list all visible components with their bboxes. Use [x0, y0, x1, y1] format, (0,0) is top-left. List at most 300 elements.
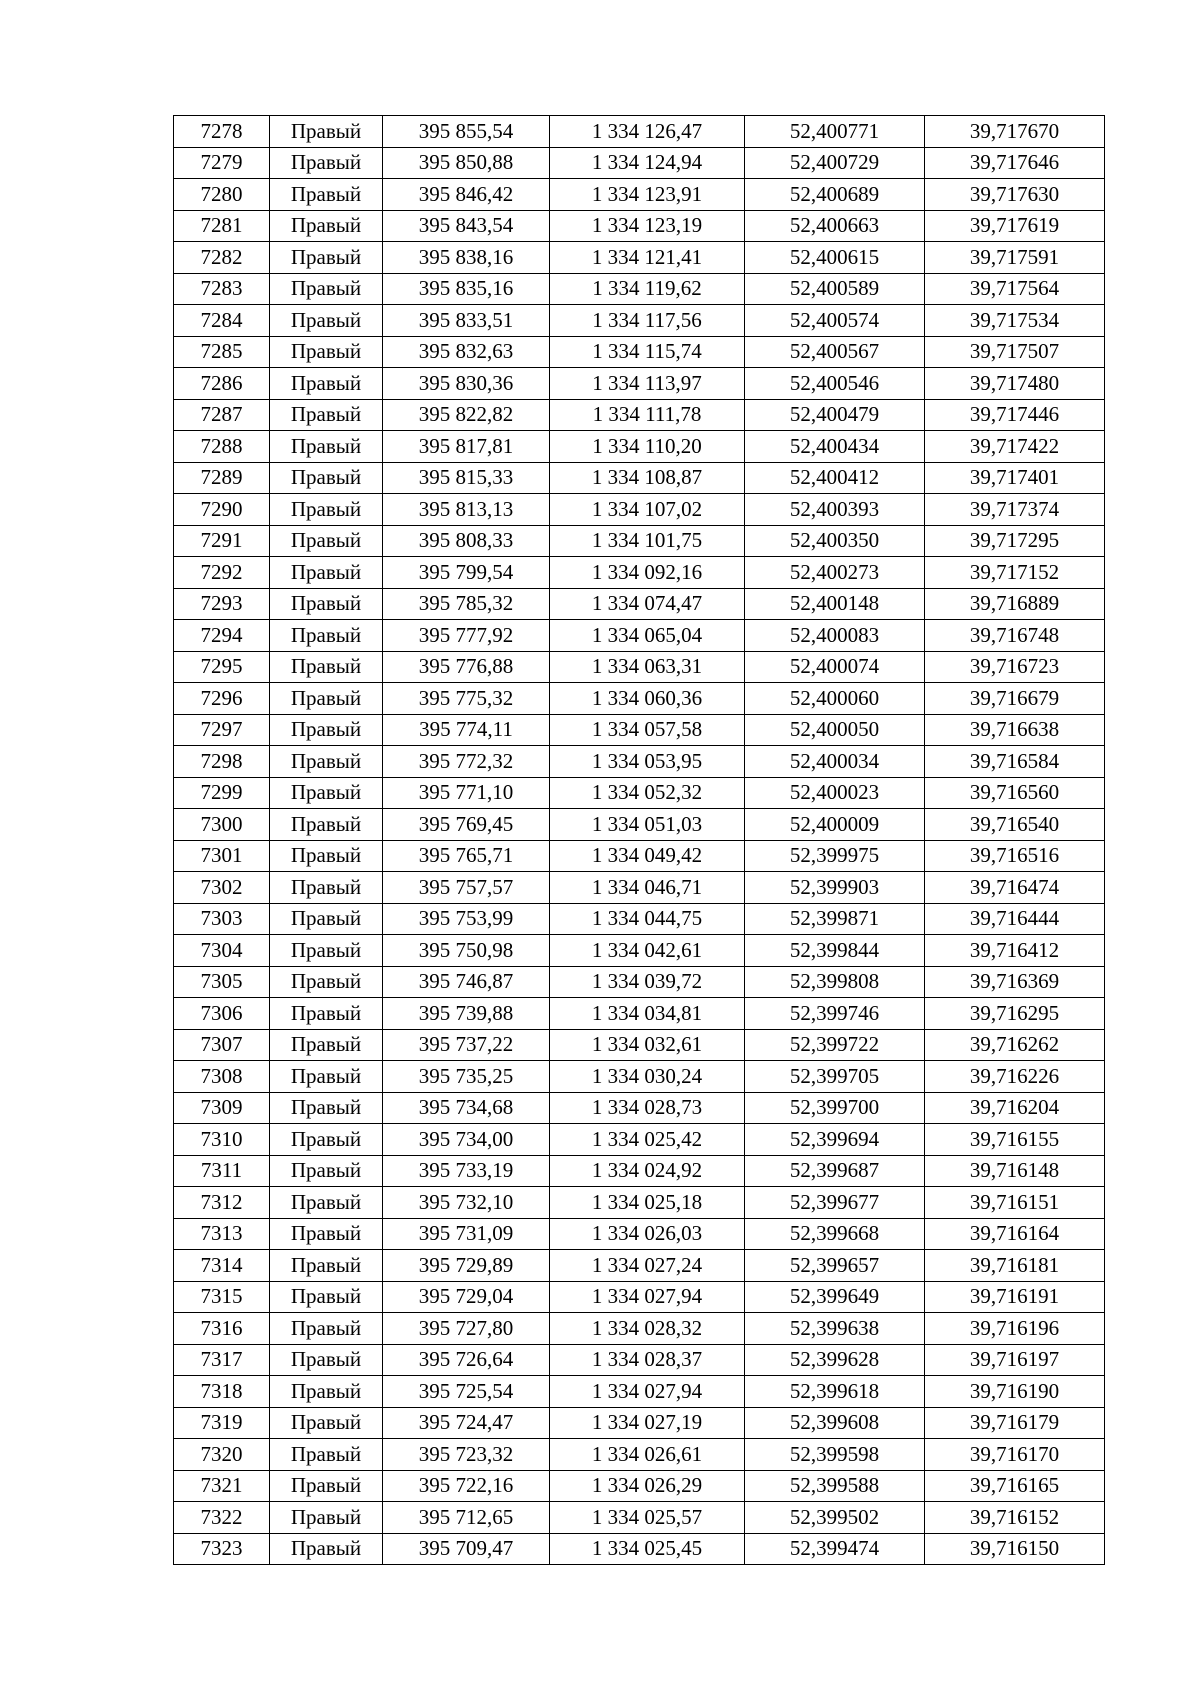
x-coordinate-cell: 395 731,09: [383, 1218, 550, 1250]
latitude-cell: 52,400350: [745, 525, 925, 557]
point-number-cell: 7305: [174, 966, 270, 998]
point-number-cell: 7299: [174, 777, 270, 809]
y-coordinate-cell: 1 334 025,57: [550, 1502, 745, 1534]
y-coordinate-cell: 1 334 027,94: [550, 1281, 745, 1313]
y-coordinate-cell: 1 334 052,32: [550, 777, 745, 809]
x-coordinate-cell: 395 734,68: [383, 1092, 550, 1124]
point-number-cell: 7287: [174, 399, 270, 431]
longitude-cell: 39,716226: [925, 1061, 1105, 1093]
longitude-cell: 39,716560: [925, 777, 1105, 809]
y-coordinate-cell: 1 334 049,42: [550, 840, 745, 872]
side-cell: Правый: [270, 305, 383, 337]
latitude-cell: 52,400689: [745, 179, 925, 211]
side-cell: Правый: [270, 714, 383, 746]
x-coordinate-cell: 395 769,45: [383, 809, 550, 841]
y-coordinate-cell: 1 334 026,61: [550, 1439, 745, 1471]
x-coordinate-cell: 395 750,98: [383, 935, 550, 967]
longitude-cell: 39,716164: [925, 1218, 1105, 1250]
latitude-cell: 52,399588: [745, 1470, 925, 1502]
point-number-cell: 7283: [174, 273, 270, 305]
longitude-cell: 39,716165: [925, 1470, 1105, 1502]
latitude-cell: 52,399649: [745, 1281, 925, 1313]
longitude-cell: 39,716190: [925, 1376, 1105, 1408]
longitude-cell: 39,717564: [925, 273, 1105, 305]
table-row: [174, 620, 1105, 652]
table-row: [174, 1313, 1105, 1345]
side-cell: Правый: [270, 557, 383, 589]
point-number-cell: 7320: [174, 1439, 270, 1471]
table-row: [174, 1470, 1105, 1502]
table-row: [174, 147, 1105, 179]
latitude-cell: 52,399746: [745, 998, 925, 1030]
longitude-cell: 39,716295: [925, 998, 1105, 1030]
point-number-cell: 7284: [174, 305, 270, 337]
point-number-cell: 7309: [174, 1092, 270, 1124]
latitude-cell: 52,400083: [745, 620, 925, 652]
point-number-cell: 7321: [174, 1470, 270, 1502]
table-row: [174, 1344, 1105, 1376]
latitude-cell: 52,399844: [745, 935, 925, 967]
point-number-cell: 7290: [174, 494, 270, 526]
longitude-cell: 39,717646: [925, 147, 1105, 179]
x-coordinate-cell: 395 777,92: [383, 620, 550, 652]
x-coordinate-cell: 395 753,99: [383, 903, 550, 935]
table-row: [174, 431, 1105, 463]
y-coordinate-cell: 1 334 123,91: [550, 179, 745, 211]
table-row: [174, 1502, 1105, 1534]
table-row: [174, 903, 1105, 935]
longitude-cell: 39,716638: [925, 714, 1105, 746]
point-number-cell: 7288: [174, 431, 270, 463]
longitude-cell: 39,716170: [925, 1439, 1105, 1471]
table-row: [174, 1281, 1105, 1313]
side-cell: Правый: [270, 273, 383, 305]
table-row: [174, 1218, 1105, 1250]
longitude-cell: 39,716148: [925, 1155, 1105, 1187]
point-number-cell: 7308: [174, 1061, 270, 1093]
longitude-cell: 39,716196: [925, 1313, 1105, 1345]
y-coordinate-cell: 1 334 108,87: [550, 462, 745, 494]
table-row: [174, 179, 1105, 211]
x-coordinate-cell: 395 726,64: [383, 1344, 550, 1376]
longitude-cell: 39,716179: [925, 1407, 1105, 1439]
x-coordinate-cell: 395 757,57: [383, 872, 550, 904]
point-number-cell: 7278: [174, 116, 270, 148]
x-coordinate-cell: 395 737,22: [383, 1029, 550, 1061]
side-cell: Правый: [270, 840, 383, 872]
latitude-cell: 52,400663: [745, 210, 925, 242]
y-coordinate-cell: 1 334 028,73: [550, 1092, 745, 1124]
latitude-cell: 52,399657: [745, 1250, 925, 1282]
longitude-cell: 39,716191: [925, 1281, 1105, 1313]
y-coordinate-cell: 1 334 032,61: [550, 1029, 745, 1061]
longitude-cell: 39,716516: [925, 840, 1105, 872]
side-cell: Правый: [270, 494, 383, 526]
table-row: [174, 840, 1105, 872]
table-row: [174, 872, 1105, 904]
table-row: [174, 777, 1105, 809]
y-coordinate-cell: 1 334 111,78: [550, 399, 745, 431]
x-coordinate-cell: 395 722,16: [383, 1470, 550, 1502]
latitude-cell: 52,400574: [745, 305, 925, 337]
side-cell: Правый: [270, 431, 383, 463]
table-row: [174, 809, 1105, 841]
point-number-cell: 7291: [174, 525, 270, 557]
side-cell: Правый: [270, 525, 383, 557]
y-coordinate-cell: 1 334 034,81: [550, 998, 745, 1030]
x-coordinate-cell: 395 725,54: [383, 1376, 550, 1408]
point-number-cell: 7282: [174, 242, 270, 274]
x-coordinate-cell: 395 729,89: [383, 1250, 550, 1282]
table-row: [174, 305, 1105, 337]
x-coordinate-cell: 395 765,71: [383, 840, 550, 872]
y-coordinate-cell: 1 334 121,41: [550, 242, 745, 274]
longitude-cell: 39,716262: [925, 1029, 1105, 1061]
latitude-cell: 52,400393: [745, 494, 925, 526]
x-coordinate-cell: 395 822,82: [383, 399, 550, 431]
latitude-cell: 52,399700: [745, 1092, 925, 1124]
x-coordinate-cell: 395 746,87: [383, 966, 550, 998]
y-coordinate-cell: 1 334 024,92: [550, 1155, 745, 1187]
latitude-cell: 52,399474: [745, 1533, 925, 1565]
latitude-cell: 52,399705: [745, 1061, 925, 1093]
longitude-cell: 39,716444: [925, 903, 1105, 935]
latitude-cell: 52,400023: [745, 777, 925, 809]
latitude-cell: 52,399502: [745, 1502, 925, 1534]
side-cell: Правый: [270, 966, 383, 998]
side-cell: Правый: [270, 336, 383, 368]
latitude-cell: 52,399722: [745, 1029, 925, 1061]
longitude-cell: 39,716181: [925, 1250, 1105, 1282]
table-row: [174, 1376, 1105, 1408]
point-number-cell: 7319: [174, 1407, 270, 1439]
side-cell: Правый: [270, 1281, 383, 1313]
point-number-cell: 7301: [174, 840, 270, 872]
x-coordinate-cell: 395 771,10: [383, 777, 550, 809]
side-cell: Правый: [270, 1502, 383, 1534]
point-number-cell: 7318: [174, 1376, 270, 1408]
y-coordinate-cell: 1 334 025,42: [550, 1124, 745, 1156]
longitude-cell: 39,717446: [925, 399, 1105, 431]
longitude-cell: 39,716204: [925, 1092, 1105, 1124]
side-cell: Правый: [270, 179, 383, 211]
side-cell: Правый: [270, 620, 383, 652]
point-number-cell: 7296: [174, 683, 270, 715]
y-coordinate-cell: 1 334 039,72: [550, 966, 745, 998]
longitude-cell: 39,716197: [925, 1344, 1105, 1376]
latitude-cell: 52,399903: [745, 872, 925, 904]
longitude-cell: 39,716152: [925, 1502, 1105, 1534]
side-cell: Правый: [270, 1218, 383, 1250]
latitude-cell: 52,399618: [745, 1376, 925, 1408]
latitude-cell: 52,399677: [745, 1187, 925, 1219]
side-cell: Правый: [270, 116, 383, 148]
table-row: [174, 399, 1105, 431]
side-cell: Правый: [270, 210, 383, 242]
point-number-cell: 7289: [174, 462, 270, 494]
point-number-cell: 7322: [174, 1502, 270, 1534]
y-coordinate-cell: 1 334 028,37: [550, 1344, 745, 1376]
table-row: [174, 116, 1105, 148]
y-coordinate-cell: 1 334 053,95: [550, 746, 745, 778]
side-cell: Правый: [270, 1344, 383, 1376]
x-coordinate-cell: 395 832,63: [383, 336, 550, 368]
latitude-cell: 52,400589: [745, 273, 925, 305]
table-row: [174, 462, 1105, 494]
side-cell: Правый: [270, 1407, 383, 1439]
x-coordinate-cell: 395 815,33: [383, 462, 550, 494]
longitude-cell: 39,716155: [925, 1124, 1105, 1156]
x-coordinate-cell: 395 727,80: [383, 1313, 550, 1345]
y-coordinate-cell: 1 334 027,94: [550, 1376, 745, 1408]
table-row: [174, 1155, 1105, 1187]
side-cell: Правый: [270, 1029, 383, 1061]
table-row: [174, 935, 1105, 967]
longitude-cell: 39,716679: [925, 683, 1105, 715]
longitude-cell: 39,716748: [925, 620, 1105, 652]
table-row: [174, 714, 1105, 746]
latitude-cell: 52,400273: [745, 557, 925, 589]
latitude-cell: 52,400729: [745, 147, 925, 179]
point-number-cell: 7307: [174, 1029, 270, 1061]
x-coordinate-cell: 395 735,25: [383, 1061, 550, 1093]
point-number-cell: 7279: [174, 147, 270, 179]
table-row: [174, 1533, 1105, 1565]
latitude-cell: 52,400009: [745, 809, 925, 841]
side-cell: Правый: [270, 368, 383, 400]
longitude-cell: 39,717619: [925, 210, 1105, 242]
longitude-cell: 39,716150: [925, 1533, 1105, 1565]
longitude-cell: 39,717534: [925, 305, 1105, 337]
table-body: [174, 116, 1105, 1565]
x-coordinate-cell: 395 846,42: [383, 179, 550, 211]
y-coordinate-cell: 1 334 057,58: [550, 714, 745, 746]
latitude-cell: 52,400412: [745, 462, 925, 494]
latitude-cell: 52,399694: [745, 1124, 925, 1156]
table-row: [174, 1061, 1105, 1093]
table-row: [174, 273, 1105, 305]
point-number-cell: 7292: [174, 557, 270, 589]
longitude-cell: 39,717374: [925, 494, 1105, 526]
table-row: [174, 651, 1105, 683]
x-coordinate-cell: 395 732,10: [383, 1187, 550, 1219]
longitude-cell: 39,716369: [925, 966, 1105, 998]
side-cell: Правый: [270, 1313, 383, 1345]
table-row: [174, 525, 1105, 557]
x-coordinate-cell: 395 739,88: [383, 998, 550, 1030]
table-row: [174, 746, 1105, 778]
side-cell: Правый: [270, 903, 383, 935]
latitude-cell: 52,400148: [745, 588, 925, 620]
point-number-cell: 7285: [174, 336, 270, 368]
x-coordinate-cell: 395 833,51: [383, 305, 550, 337]
longitude-cell: 39,717295: [925, 525, 1105, 557]
x-coordinate-cell: 395 813,13: [383, 494, 550, 526]
table-row: [174, 242, 1105, 274]
table-row: [174, 1407, 1105, 1439]
y-coordinate-cell: 1 334 113,97: [550, 368, 745, 400]
table-row: [174, 336, 1105, 368]
y-coordinate-cell: 1 334 046,71: [550, 872, 745, 904]
y-coordinate-cell: 1 334 026,03: [550, 1218, 745, 1250]
table-row: [174, 588, 1105, 620]
side-cell: Правый: [270, 1439, 383, 1471]
side-cell: Правый: [270, 998, 383, 1030]
y-coordinate-cell: 1 334 126,47: [550, 116, 745, 148]
side-cell: Правый: [270, 777, 383, 809]
table-row: [174, 210, 1105, 242]
y-coordinate-cell: 1 334 027,24: [550, 1250, 745, 1282]
longitude-cell: 39,716584: [925, 746, 1105, 778]
side-cell: Правый: [270, 462, 383, 494]
point-number-cell: 7298: [174, 746, 270, 778]
latitude-cell: 52,399608: [745, 1407, 925, 1439]
latitude-cell: 52,400074: [745, 651, 925, 683]
side-cell: Правый: [270, 242, 383, 274]
x-coordinate-cell: 395 709,47: [383, 1533, 550, 1565]
y-coordinate-cell: 1 334 042,61: [550, 935, 745, 967]
y-coordinate-cell: 1 334 026,29: [550, 1470, 745, 1502]
latitude-cell: 52,399638: [745, 1313, 925, 1345]
point-number-cell: 7303: [174, 903, 270, 935]
x-coordinate-cell: 395 830,36: [383, 368, 550, 400]
latitude-cell: 52,400546: [745, 368, 925, 400]
side-cell: Правый: [270, 1155, 383, 1187]
side-cell: Правый: [270, 399, 383, 431]
side-cell: Правый: [270, 746, 383, 778]
y-coordinate-cell: 1 334 025,18: [550, 1187, 745, 1219]
x-coordinate-cell: 395 850,88: [383, 147, 550, 179]
point-number-cell: 7280: [174, 179, 270, 211]
y-coordinate-cell: 1 334 074,47: [550, 588, 745, 620]
y-coordinate-cell: 1 334 025,45: [550, 1533, 745, 1565]
x-coordinate-cell: 395 835,16: [383, 273, 550, 305]
latitude-cell: 52,400050: [745, 714, 925, 746]
latitude-cell: 52,399687: [745, 1155, 925, 1187]
table-row: [174, 368, 1105, 400]
longitude-cell: 39,716540: [925, 809, 1105, 841]
side-cell: Правый: [270, 1061, 383, 1093]
table-row: [174, 1250, 1105, 1282]
x-coordinate-cell: 395 729,04: [383, 1281, 550, 1313]
longitude-cell: 39,716889: [925, 588, 1105, 620]
table-row: [174, 1092, 1105, 1124]
point-number-cell: 7300: [174, 809, 270, 841]
table-row: [174, 1439, 1105, 1471]
latitude-cell: 52,400615: [745, 242, 925, 274]
x-coordinate-cell: 395 772,32: [383, 746, 550, 778]
point-number-cell: 7304: [174, 935, 270, 967]
longitude-cell: 39,717401: [925, 462, 1105, 494]
longitude-cell: 39,716723: [925, 651, 1105, 683]
point-number-cell: 7315: [174, 1281, 270, 1313]
longitude-cell: 39,717152: [925, 557, 1105, 589]
point-number-cell: 7295: [174, 651, 270, 683]
x-coordinate-cell: 395 808,33: [383, 525, 550, 557]
point-number-cell: 7281: [174, 210, 270, 242]
y-coordinate-cell: 1 334 060,36: [550, 683, 745, 715]
y-coordinate-cell: 1 334 110,20: [550, 431, 745, 463]
side-cell: Правый: [270, 1092, 383, 1124]
y-coordinate-cell: 1 334 063,31: [550, 651, 745, 683]
y-coordinate-cell: 1 334 107,02: [550, 494, 745, 526]
y-coordinate-cell: 1 334 092,16: [550, 557, 745, 589]
y-coordinate-cell: 1 334 051,03: [550, 809, 745, 841]
point-number-cell: 7310: [174, 1124, 270, 1156]
latitude-cell: 52,399598: [745, 1439, 925, 1471]
longitude-cell: 39,717591: [925, 242, 1105, 274]
side-cell: Правый: [270, 147, 383, 179]
side-cell: Правый: [270, 872, 383, 904]
table-row: [174, 966, 1105, 998]
side-cell: Правый: [270, 683, 383, 715]
latitude-cell: 52,399668: [745, 1218, 925, 1250]
point-number-cell: 7312: [174, 1187, 270, 1219]
x-coordinate-cell: 395 776,88: [383, 651, 550, 683]
table-row: [174, 557, 1105, 589]
latitude-cell: 52,400771: [745, 116, 925, 148]
x-coordinate-cell: 395 712,65: [383, 1502, 550, 1534]
x-coordinate-cell: 395 785,32: [383, 588, 550, 620]
x-coordinate-cell: 395 855,54: [383, 116, 550, 148]
point-number-cell: 7314: [174, 1250, 270, 1282]
x-coordinate-cell: 395 775,32: [383, 683, 550, 715]
longitude-cell: 39,717507: [925, 336, 1105, 368]
side-cell: Правый: [270, 1250, 383, 1282]
point-number-cell: 7302: [174, 872, 270, 904]
x-coordinate-cell: 395 843,54: [383, 210, 550, 242]
x-coordinate-cell: 395 734,00: [383, 1124, 550, 1156]
latitude-cell: 52,400060: [745, 683, 925, 715]
side-cell: Правый: [270, 588, 383, 620]
y-coordinate-cell: 1 334 028,32: [550, 1313, 745, 1345]
side-cell: Правый: [270, 1187, 383, 1219]
coordinates-table: [173, 115, 1105, 1565]
x-coordinate-cell: 395 774,11: [383, 714, 550, 746]
table-row: [174, 1029, 1105, 1061]
longitude-cell: 39,717422: [925, 431, 1105, 463]
side-cell: Правый: [270, 651, 383, 683]
point-number-cell: 7293: [174, 588, 270, 620]
x-coordinate-cell: 395 799,54: [383, 557, 550, 589]
latitude-cell: 52,400434: [745, 431, 925, 463]
side-cell: Правый: [270, 1470, 383, 1502]
y-coordinate-cell: 1 334 101,75: [550, 525, 745, 557]
longitude-cell: 39,717480: [925, 368, 1105, 400]
y-coordinate-cell: 1 334 115,74: [550, 336, 745, 368]
point-number-cell: 7316: [174, 1313, 270, 1345]
point-number-cell: 7286: [174, 368, 270, 400]
y-coordinate-cell: 1 334 030,24: [550, 1061, 745, 1093]
latitude-cell: 52,399808: [745, 966, 925, 998]
x-coordinate-cell: 395 733,19: [383, 1155, 550, 1187]
side-cell: Правый: [270, 1124, 383, 1156]
latitude-cell: 52,400567: [745, 336, 925, 368]
y-coordinate-cell: 1 334 124,94: [550, 147, 745, 179]
latitude-cell: 52,399628: [745, 1344, 925, 1376]
latitude-cell: 52,400034: [745, 746, 925, 778]
longitude-cell: 39,716151: [925, 1187, 1105, 1219]
table-row: [174, 683, 1105, 715]
side-cell: Правый: [270, 935, 383, 967]
point-number-cell: 7313: [174, 1218, 270, 1250]
x-coordinate-cell: 395 817,81: [383, 431, 550, 463]
point-number-cell: 7294: [174, 620, 270, 652]
point-number-cell: 7317: [174, 1344, 270, 1376]
side-cell: Правый: [270, 809, 383, 841]
latitude-cell: 52,399975: [745, 840, 925, 872]
side-cell: Правый: [270, 1533, 383, 1565]
